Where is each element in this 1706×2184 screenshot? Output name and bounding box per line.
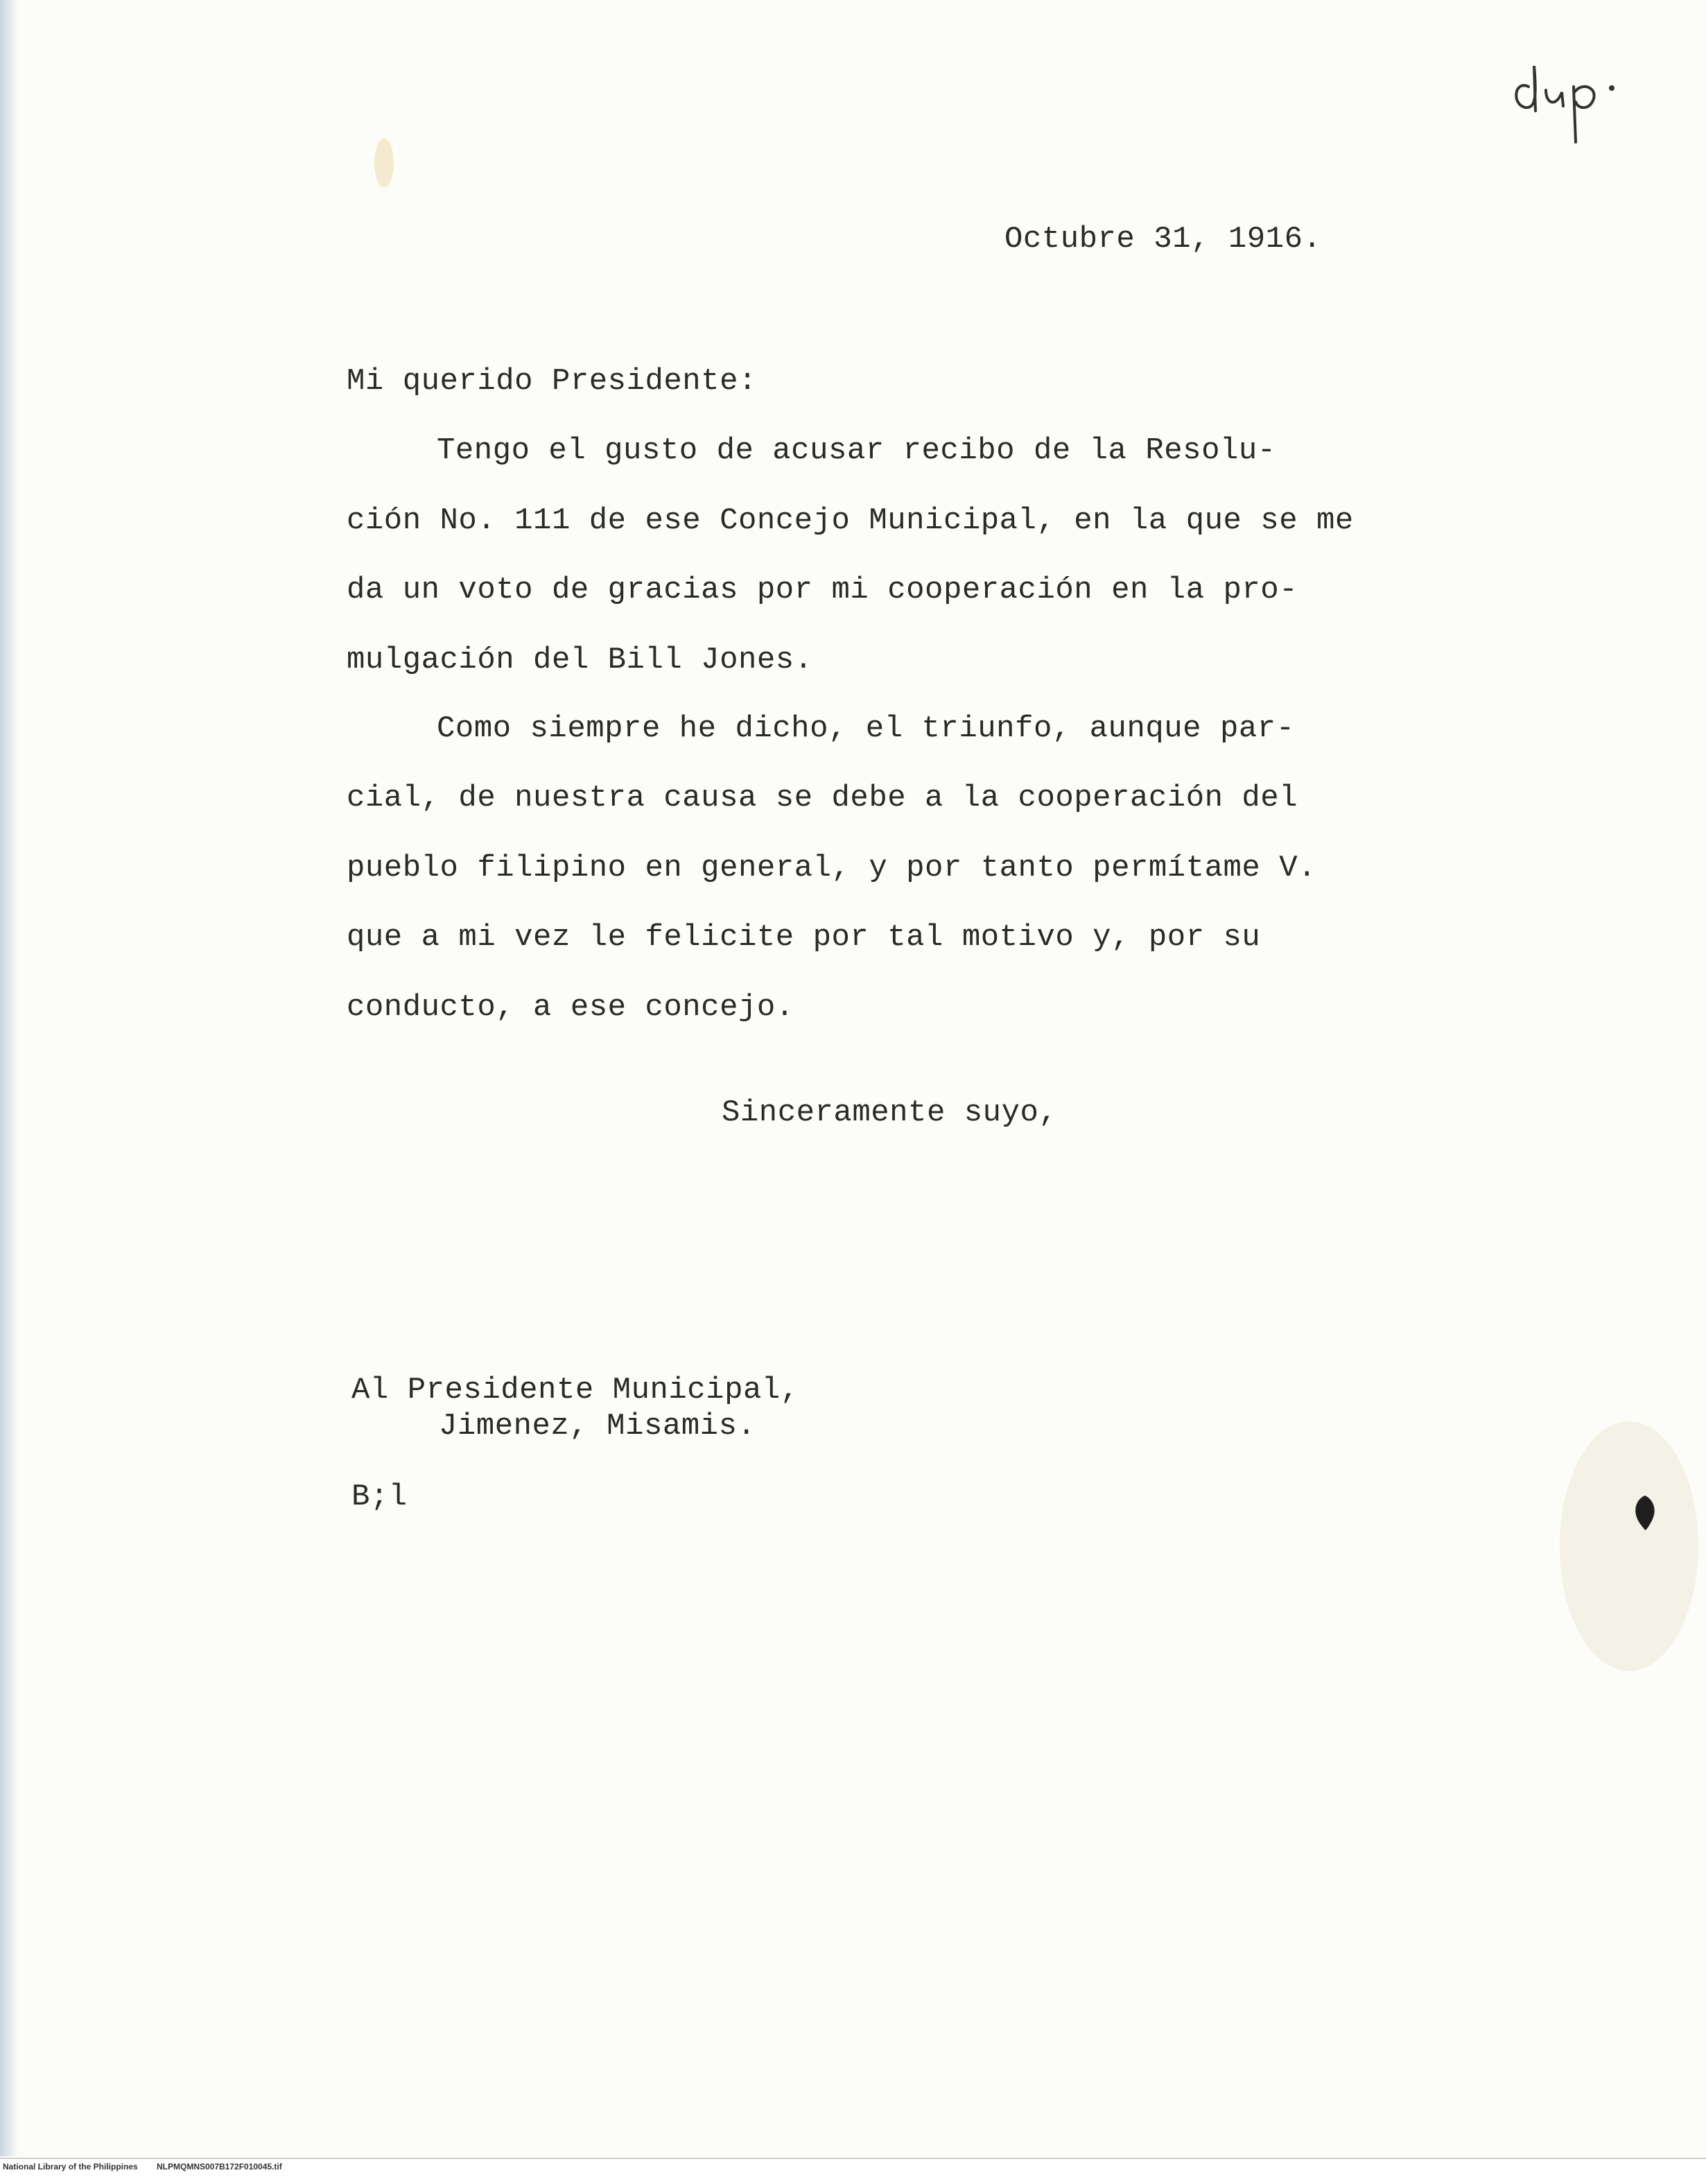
body-line: conducto, a ese concejo. [347,990,794,1025]
addressee-line: Al Presidente Municipal, [351,1373,799,1407]
ink-blot [1633,1494,1657,1532]
footer-filename: NLPMQMNS007B172F010045.tif [157,2162,282,2172]
body-line: Como siempre he dicho, el triunfo, aunque par- [437,711,1295,746]
body-line: cial, de nuestra causa se debe a la cooperación del [347,781,1298,815]
typist-initials: B;l [351,1480,408,1514]
scan-edge [0,0,18,2156]
addressee-line: Jimenez, Misamis. [439,1409,756,1444]
letter-date: Octubre 31, 1916. [1004,222,1322,257]
body-line: da un voto de gracias por mi cooperación en la pro- [347,573,1298,607]
body-line: mulgación del Bill Jones. [347,643,813,677]
body-line: Tengo el gusto de acusar recibo de la Resolu- [437,433,1276,468]
footer-institution: National Library of the Philippines [3,2162,138,2172]
letter-salutation: Mi querido Presidente: [347,364,757,399]
body-line: pueblo filipino en general, y por tanto permítame V. [347,851,1317,885]
handwritten-annotation [1508,38,1626,149]
letter-closing: Sinceramente suyo, [722,1095,1058,1130]
body-line: que a mi vez le felicite por tal motivo y, por su [347,920,1261,955]
body-line: ción No. 111 de ese Concejo Municipal, en la que se me [347,503,1354,538]
